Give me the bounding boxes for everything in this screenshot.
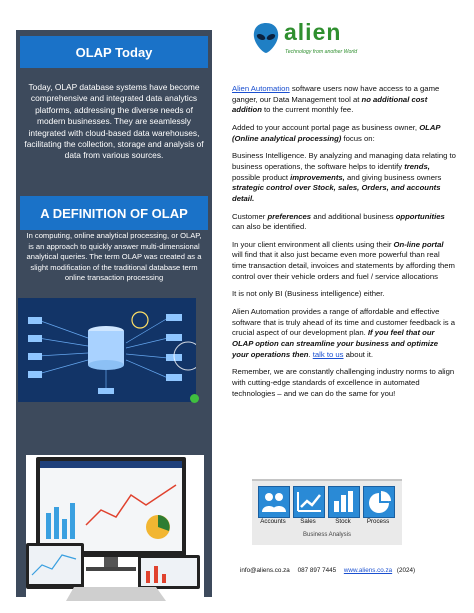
logo-wordmark: alien	[284, 19, 342, 45]
business-analysis-title: Business Analysis	[302, 532, 352, 538]
footer-year: (2024)	[396, 567, 416, 574]
alien-automation-link[interactable]: Alien Automation	[232, 84, 290, 93]
paragraph-olap-focus: Added to your account portal page as business owner, OLAP (Online analytical processing) focus on:	[232, 122, 441, 143]
sales-icon	[293, 486, 325, 518]
alien-logo	[252, 19, 402, 58]
footer-contact	[240, 567, 460, 574]
footer-email[interactable]: info@aliens.co.za	[240, 567, 290, 574]
business-analysis-panel	[252, 479, 402, 545]
paragraph-client-portal: In your client environment all clients using their On-line portal will find that it also just became even more powerful than real time transaction detail, invoices and statements by affording them control over their vehicle orders and fuel / service allocations	[232, 239, 455, 281]
talk-to-us-link[interactable]: talk to us	[312, 349, 344, 359]
stock-label: Stock	[335, 518, 351, 525]
olap-data-flow-diagram	[18, 298, 196, 402]
logo-tagline: Technology from another World	[285, 49, 358, 55]
paragraph-customer-preferences: Customer preferences and additional business opportunities can also be identified.	[232, 211, 445, 232]
paragraph-contact-pitch: Alien Automation provides a range of affordable and effective software that is truly ahead of its time and customer feedback is a crucial aspect of our development plan. If you feel that our OLAP option can streamline your business and optimize your operations then. talk to us about it.	[232, 307, 456, 359]
paragraph-intro: Alien Automation software users now have access to a game ganger, our Data Management tool at no additional cost addition to the current monthly fee.	[232, 84, 440, 115]
process-label: Process	[366, 518, 390, 525]
paragraph-business-intelligence: Business Intelligence. By analyzing and managing data relating to business operations, the software helps to identify trends, possible product improvements, and giving business owners strategic control over Stock, sales, Orders, and accounts detail.	[232, 151, 456, 203]
stock-icon	[328, 486, 360, 518]
paragraph-not-only-bi: It is not only BI (Business intelligence) either.	[232, 289, 385, 299]
analytics-monitors-photo	[26, 455, 204, 603]
accounts-label: Accounts	[260, 518, 286, 525]
olap-today-heading: OLAP Today	[20, 36, 208, 68]
olap-definition-heading: A DEFINITION OF OLAP	[20, 196, 208, 230]
process-icon	[363, 486, 395, 518]
olap-today-text: Today, OLAP database systems have become comprehensive and integrated data analytics platforms, addressing the diverse needs of modern businesses. They are seamlessly integrated with cloud-based data warehouses, facilitating the collection, storage and analysis of data from various sources.	[24, 82, 204, 161]
footer-phone: 087 897 7445	[297, 567, 337, 574]
paragraph-closing: Remember, we are constantly challenging industry norms to align with cutting-edge standards of excellence in automated technologies – and we can do the same for you!	[232, 367, 455, 398]
accounts-icon	[258, 486, 290, 518]
footer-website-link[interactable]: www.aliens.co.za	[343, 567, 393, 574]
sidebar-panel	[16, 30, 212, 597]
alien-head-icon	[252, 22, 280, 54]
sales-label: Sales	[300, 518, 316, 525]
main-content	[232, 84, 456, 406]
green-dot-decoration	[190, 394, 199, 403]
olap-definition-text: In computing, online analytical processing, or OLAP, is an approach to quickly answer multi-dimensional analytical queries. The term OLAP was created as a slight modification of the traditional database term online transaction processing	[26, 231, 202, 283]
